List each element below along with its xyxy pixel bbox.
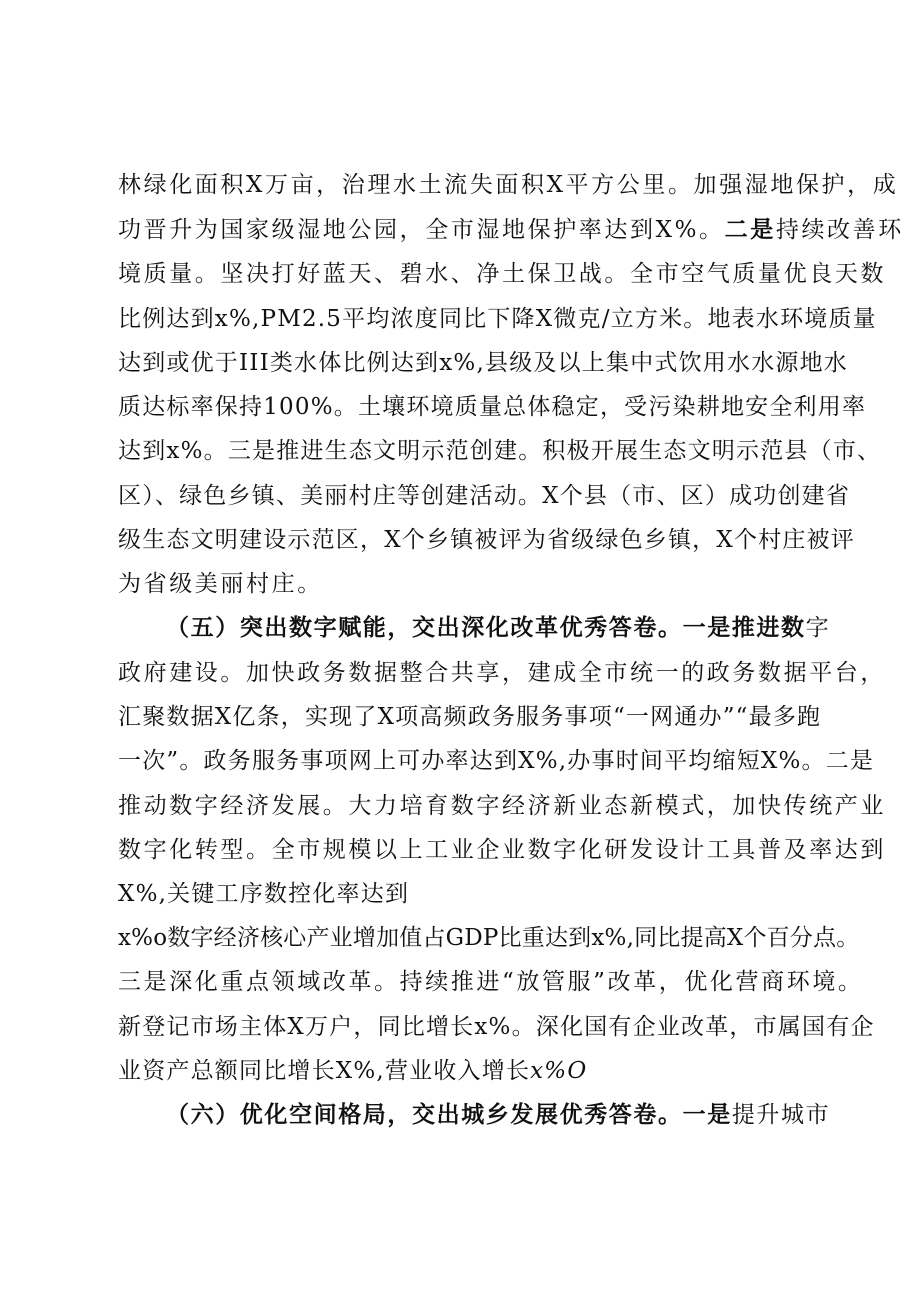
text-run: 字 [805, 615, 831, 641]
paragraph-line [118, 392, 867, 422]
section-heading: （五）突出数字赋能，交出深化改革优秀答卷。一是推进数 [166, 614, 806, 641]
paragraph-line [118, 702, 822, 732]
paragraph-line [118, 1056, 818, 1086]
text-run: 为省级美丽村庄。 [118, 571, 323, 597]
text-run: 质达标率保持100%。土壤环境质量总体稳定，受污染耕地安全利用率 [118, 394, 867, 420]
paragraph-line [118, 304, 877, 334]
paragraph-line [118, 879, 818, 909]
text-run: 推动数字经济发展。大力培育数字经济新业态新模式，加快传统产业 [118, 793, 886, 819]
text-run: 区）、绿色乡镇、美丽村庄等创建活动。X个县（市、区）成功创建省 [118, 483, 851, 509]
text-run: 一次”。政务服务事项网上可办率达到X%,办事时间平均缩短X%。二是 [118, 748, 875, 774]
paragraph-line [118, 569, 818, 599]
text-run: 汇聚数据X亿条，实现了X项高频政务服务事项“一网通办”“最多跑 [118, 704, 822, 730]
paragraph-line [118, 170, 899, 200]
text-run: 达到或优于III类水体比例达到x%,县级及以上集中式饮用水水源地水 [118, 350, 848, 376]
paragraph-line [118, 967, 864, 997]
text-run: x%o数字经济核心产业增加值占GDP比重达到x%,同比提高X个百分点。 [118, 925, 860, 951]
text-run: 提升城市 [731, 1102, 831, 1128]
text-run: 林绿化面积X万亩，治理水土流失面积X平方公里。加强湿地保护，成 [118, 172, 899, 198]
text-run: 新登记市场主体X万户，同比增长x%。深化国有企业改革，市属国有企 [118, 1014, 875, 1040]
paragraph-line [118, 348, 848, 378]
section-heading-line [166, 613, 866, 643]
paragraph-line [118, 746, 875, 776]
text-run: 达到x%。三是推进生态文明示范创建。积极开展生态文明示范县（市、 [118, 438, 882, 464]
paragraph-line [118, 835, 886, 865]
text-run: 数字化转型。全市规模以上工业企业数字化研发设计工具普及率达到 [118, 837, 886, 863]
text-run: 三是深化重点领域改革。持续推进“放管服”改革，优化营商环境。 [118, 969, 864, 995]
section-heading: （六）优化空间格局，交出城乡发展优秀答卷。一是 [166, 1101, 732, 1128]
text-run: 政府建设。加快政务数据整合共享，建成全市统一的政务数据平台， [118, 660, 886, 686]
paragraph-line [118, 215, 904, 245]
paragraph-line [118, 481, 851, 511]
paragraph-line [118, 436, 882, 466]
paragraph-line [118, 923, 860, 953]
text-run: 持续改善环 [775, 217, 904, 243]
text-run: 境质量。坚决打好蓝天、碧水、净土保卫战。全市空气质量优良天数 [118, 261, 886, 287]
text-run: 业资产总额同比增长X%,营业收入增长 [118, 1058, 531, 1084]
text-run: 功晋升为国家级湿地公园，全市湿地保护率达到X%。 [118, 217, 725, 243]
text-run: X%,关键工序数控化率达到 [118, 881, 410, 907]
text-run: 比例达到x%,PM2.5平均浓度同比下降X微克/立方米。地表水环境质量 [118, 306, 877, 332]
paragraph-line [118, 658, 886, 688]
paragraph-line [118, 1012, 875, 1042]
paragraph-line [118, 525, 855, 555]
text-run-italic: x%O [530, 1058, 588, 1084]
paragraph-line [118, 259, 886, 289]
text-run: 级生态文明建设示范区，X个乡镇被评为省级绿色乡镇，X个村庄被评 [118, 527, 855, 553]
text-run-bold: 二是 [724, 216, 776, 243]
section-heading-line [166, 1100, 866, 1130]
paragraph-line [118, 791, 886, 821]
